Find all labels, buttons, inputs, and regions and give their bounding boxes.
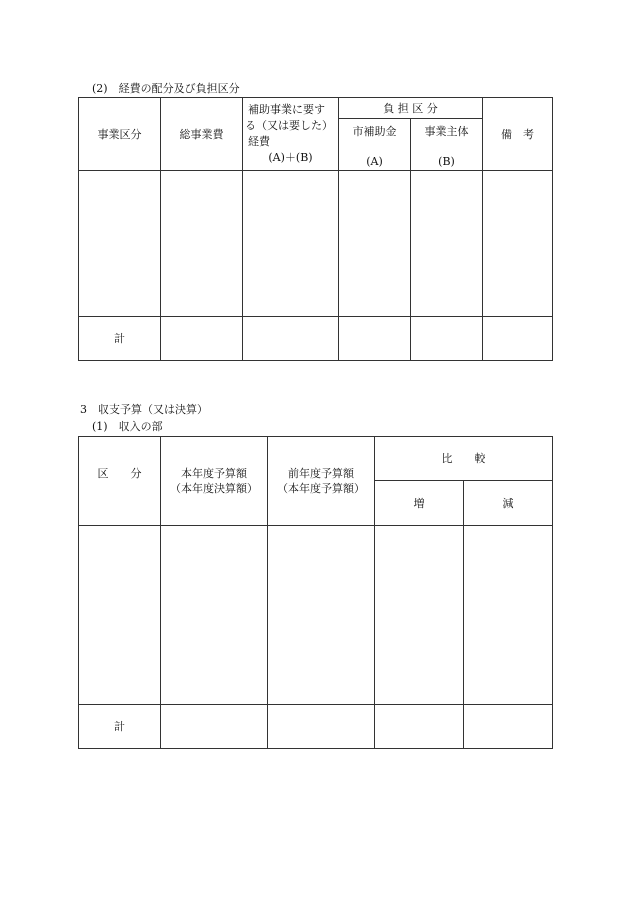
header-hikaku: 比 較: [441, 452, 486, 465]
header-hojo-formula: (A)＋(B): [268, 151, 313, 164]
header-shi-mark: (A): [366, 155, 383, 168]
section2-heading: (2) 経費の配分及び負担区分: [92, 82, 240, 95]
header-biko: 備 考: [501, 127, 534, 141]
section3-subheading: (1) 収入の部: [92, 420, 163, 433]
header-prev-year-line2: （本年度予算額）: [277, 482, 365, 495]
header-kubun: 区 分: [97, 467, 142, 480]
header-hojo-line3: 経費: [248, 135, 270, 148]
header-this-year-line1: 本年度予算額: [181, 467, 247, 480]
header-shi-hojokin: 市補助金: [352, 125, 397, 138]
header-jigyo-shutai: 事業主体: [424, 125, 469, 138]
header-prev-year-line1: 前年度予算額: [288, 467, 354, 480]
header-hojo-line2: る（又は要した）: [245, 119, 333, 132]
header-shutai-mark: (B): [438, 155, 455, 168]
header-this-year-line2: （本年度決算額）: [170, 482, 258, 495]
header-hojo-line1: 補助事業に要す: [248, 103, 325, 116]
header-so-jigyohi: 総事業費: [179, 127, 224, 141]
header-zo: 増: [413, 496, 425, 510]
section3-heading: 3 収支予算（又は決算）: [80, 403, 208, 416]
total-label: 計: [114, 332, 125, 345]
header-futan-kubun: 負 担 区 分: [383, 101, 438, 115]
header-gen: 減: [502, 496, 514, 510]
total-label: 計: [114, 720, 125, 733]
header-jigyo-kubun: 事業区分: [97, 127, 142, 141]
